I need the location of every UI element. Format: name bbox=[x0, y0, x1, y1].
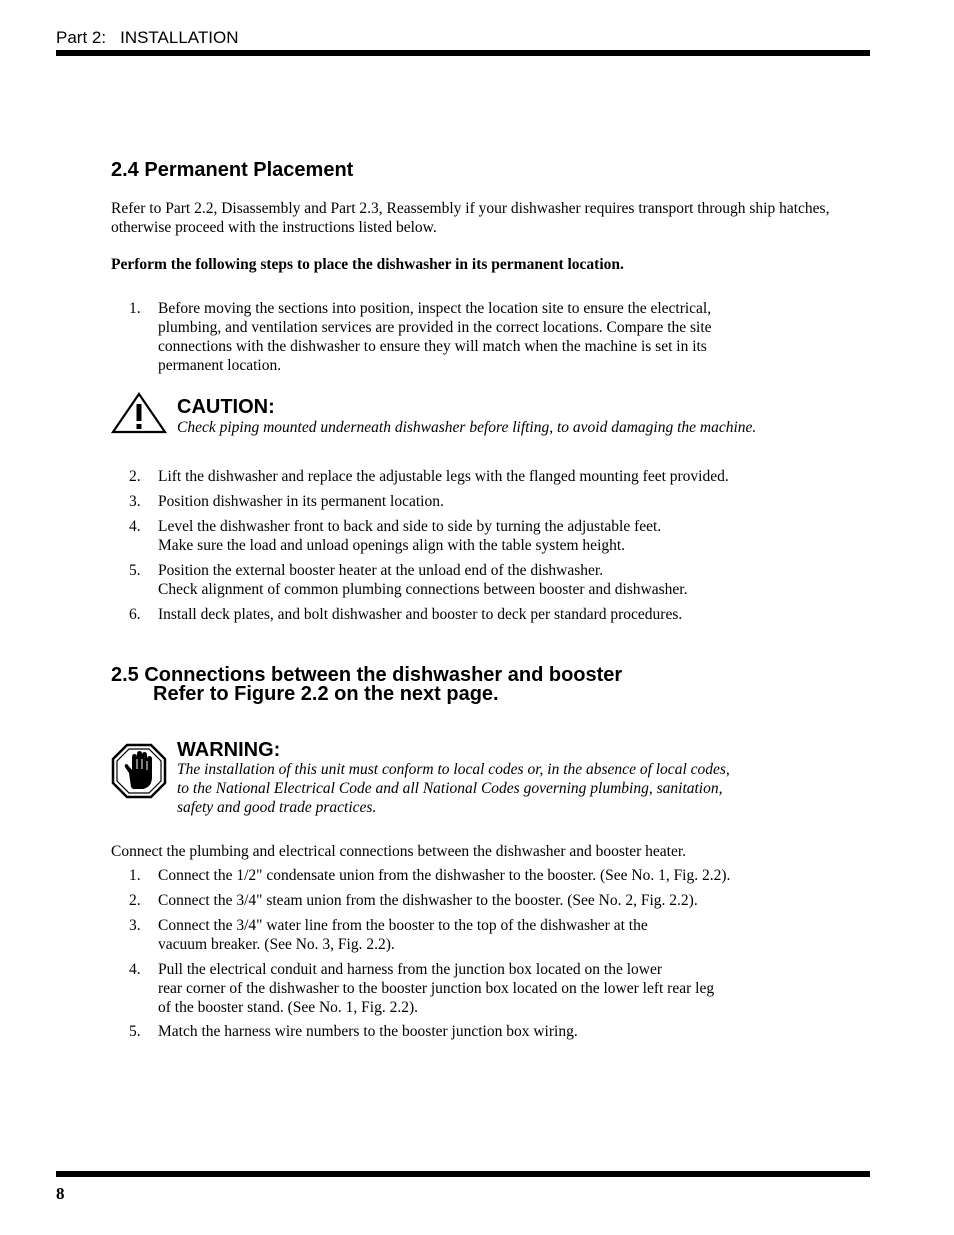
step-number: 5. bbox=[129, 562, 141, 579]
step-line: Match the harness wire numbers to the booster junction box wiring. bbox=[158, 1023, 578, 1040]
step-line: connections with the dishwasher to ensure they will match when the machine is set in its bbox=[158, 338, 707, 355]
step-line: Connect the 3/4" water line from the booster to the top of the dishwasher at the bbox=[158, 917, 648, 934]
page-number: 8 bbox=[56, 1184, 65, 1203]
warning-line: The installation of this unit must conform to local codes or, in the absence of local codes, bbox=[177, 761, 730, 778]
step-line: permanent location. bbox=[158, 357, 282, 374]
step-number: 4. bbox=[129, 518, 141, 535]
warning-title: WARNING: bbox=[177, 739, 281, 761]
caution-title: CAUTION: bbox=[177, 396, 275, 418]
step-number: 4. bbox=[129, 961, 141, 978]
step-line: Position the external booster heater at the unload end of the dishwasher. bbox=[158, 562, 604, 579]
step-number: 1. bbox=[129, 867, 141, 884]
step-number: 1. bbox=[129, 300, 141, 317]
step-line: Pull the electrical conduit and harness from the junction box located on the lower bbox=[158, 961, 663, 978]
section-2-5-heading: 2.5 Connections between the dishwasher and booster bbox=[111, 664, 623, 686]
header-rule bbox=[56, 50, 870, 56]
step-line: Before moving the sections into position, inspect the location site to ensure the electrical, bbox=[158, 300, 712, 317]
step-line: Connect the 3/4" steam union from the dishwasher to the booster. (See No. 2, Fig. 2.2). bbox=[158, 892, 698, 909]
step-line: Check alignment of common plumbing connections between booster and dishwasher. bbox=[158, 581, 688, 598]
step-number: 2. bbox=[129, 468, 141, 485]
warning-line: safety and good trade practices. bbox=[177, 799, 377, 816]
part-label: Part 2: bbox=[56, 28, 107, 47]
step-number: 3. bbox=[129, 493, 141, 510]
step-line: of the booster stand. (See No. 1, Fig. 2.2). bbox=[158, 999, 419, 1016]
running-header bbox=[56, 28, 239, 48]
step-line: Position dishwasher in its permanent location. bbox=[158, 493, 444, 510]
section-2-5-subheading: Refer to Figure 2.2 on the next page. bbox=[153, 683, 499, 705]
stop-hand-icon bbox=[111, 743, 167, 799]
step-number: 3. bbox=[129, 917, 141, 934]
step-line: Make sure the load and unload openings align with the table system height. bbox=[158, 537, 626, 554]
caution-text: Check piping mounted underneath dishwasher before lifting, to avoid damaging the machine. bbox=[177, 419, 757, 436]
footer-rule bbox=[56, 1171, 870, 1177]
step-line: Connect the 1/2" condensate union from the dishwasher to the booster. (See No. 1, Fig. 2.2). bbox=[158, 867, 731, 884]
step-line: vacuum breaker. (See No. 3, Fig. 2.2). bbox=[158, 936, 395, 953]
step-line: Level the dishwasher front to back and side to side by turning the adjustable feet. bbox=[158, 518, 662, 535]
part-title: INSTALLATION bbox=[120, 28, 239, 47]
step-number: 5. bbox=[129, 1023, 141, 1040]
section-2-4-intro: Refer to Part 2.2, Disassembly and Part 2.3, Reassembly if your dishwasher requires transport through ship hatches, otherwise proceed with the instructions listed below. bbox=[111, 200, 830, 236]
warning-triangle-icon bbox=[111, 392, 167, 434]
step-line: Lift the dishwasher and replace the adjustable legs with the flanged mounting feet provided. bbox=[158, 468, 729, 485]
connections-intro: Connect the plumbing and electrical connections between the dishwasher and booster heater. bbox=[111, 843, 687, 860]
placement-instruction: Perform the following steps to place the dishwasher in its permanent location. bbox=[111, 256, 624, 273]
warning-line: to the National Electrical Code and all National Codes governing plumbing, sanitation, bbox=[177, 780, 723, 797]
step-number: 2. bbox=[129, 892, 141, 909]
section-2-4-heading: 2.4 Permanent Placement bbox=[111, 159, 354, 181]
step-line: Install deck plates, and bolt dishwasher and booster to deck per standard procedures. bbox=[158, 606, 683, 623]
step-number: 6. bbox=[129, 606, 141, 623]
warning-text bbox=[177, 760, 730, 817]
step-line: rear corner of the dishwasher to the booster junction box located on the lower left rear leg bbox=[158, 980, 715, 997]
step-line: plumbing, and ventilation services are provided in the correct locations. Compare the site bbox=[158, 319, 712, 336]
